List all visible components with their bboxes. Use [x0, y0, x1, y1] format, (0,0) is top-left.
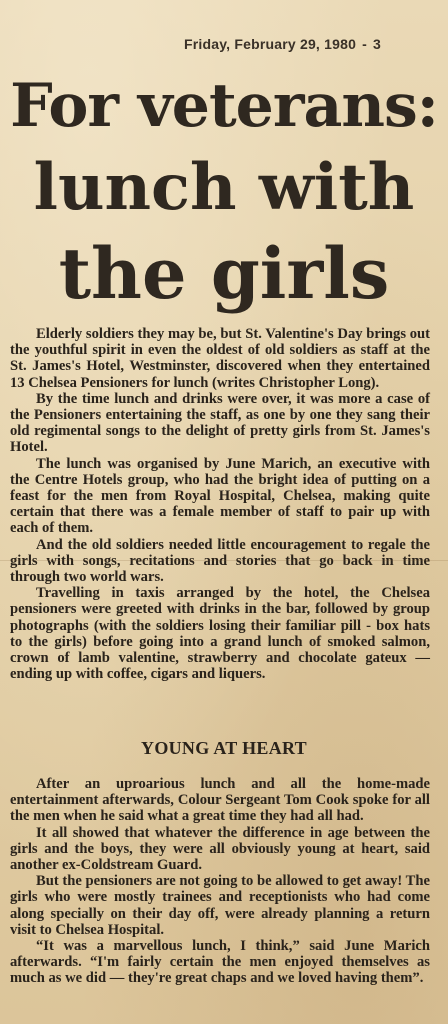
headline-line-3: the girls — [58, 232, 390, 315]
date-text: Friday, February 29, 1980 — [184, 36, 357, 52]
paragraph: But the pensioners are not going to be allowed to get away! The girls who were mostly trainees and receptionists who had come along specially on their day off, were already planning a return visit to Chelsea Hospital. — [10, 873, 430, 938]
dateline-separator: - — [362, 36, 367, 52]
paragraph: The lunch was organised by June Marich, an executive with the Centre Hotels group, who had the bright idea of putting on a feast for the men from Royal Hospital, Chelsea, making quite certain that there was a female member of staff to pair up with each of them. — [10, 455, 430, 537]
article-body — [10, 326, 430, 682]
page-number: 3 — [372, 36, 381, 52]
paragraph: After an uproarious lunch and all the home-made entertainment afterwards, Colour Sergeant Tom Cook spoke for all the men when he said what a great time they had all had. — [10, 776, 430, 825]
headline — [0, 66, 448, 318]
subheading: YOUNG AT HEART — [141, 738, 307, 758]
headline-line-1: For veterans: — [10, 71, 438, 141]
paper-crease — [0, 560, 448, 561]
paragraph: Travelling in taxis arranged by the hotel, the Chelsea pensioners were greeted with drinks in the bar, followed by group photographs (with the soldiers losing their familiar pill - box hats to the girls) before going into a grand lunch of smoked salmon, crown of lamb valentine, strawberry and chocolate gateux — ending up with coffee, cigars and liquers. — [10, 585, 430, 683]
paragraph: By the time lunch and drinks were over, it was more a case of the Pensioners entertaining the staff, as one by one they sang their old regimental songs to the delight of pretty girls from St. James's Hotel. — [10, 390, 430, 456]
article-body-continued — [10, 776, 430, 987]
paragraph: “It was a marvellous lunch, I think,” said June Marich afterwards. “I'm fairly certain the men enjoyed themselves as much as we did — they're great chaps and we loved having them”. — [10, 938, 430, 987]
paragraph: Elderly soldiers they may be, but St. Valentine's Day brings out the youthful spirit in even the oldest of old soldiers as staff at the St. James's Hotel, Westminster, discovered when they entertained 13 Chelsea Pensioners for lunch (writes Christopher Long). — [10, 326, 430, 391]
paragraph: And the old soldiers needed little encouragement to regale the girls with songs, recitations and stories that go back in time through two world wars. — [10, 536, 430, 586]
paragraph: It all showed that whatever the difference in age between the girls and the boys, they were all obviously young at heart, said another ex-Coldstream Guard. — [10, 824, 430, 874]
dateline — [184, 36, 434, 52]
headline-line-2: lunch with — [33, 150, 415, 225]
